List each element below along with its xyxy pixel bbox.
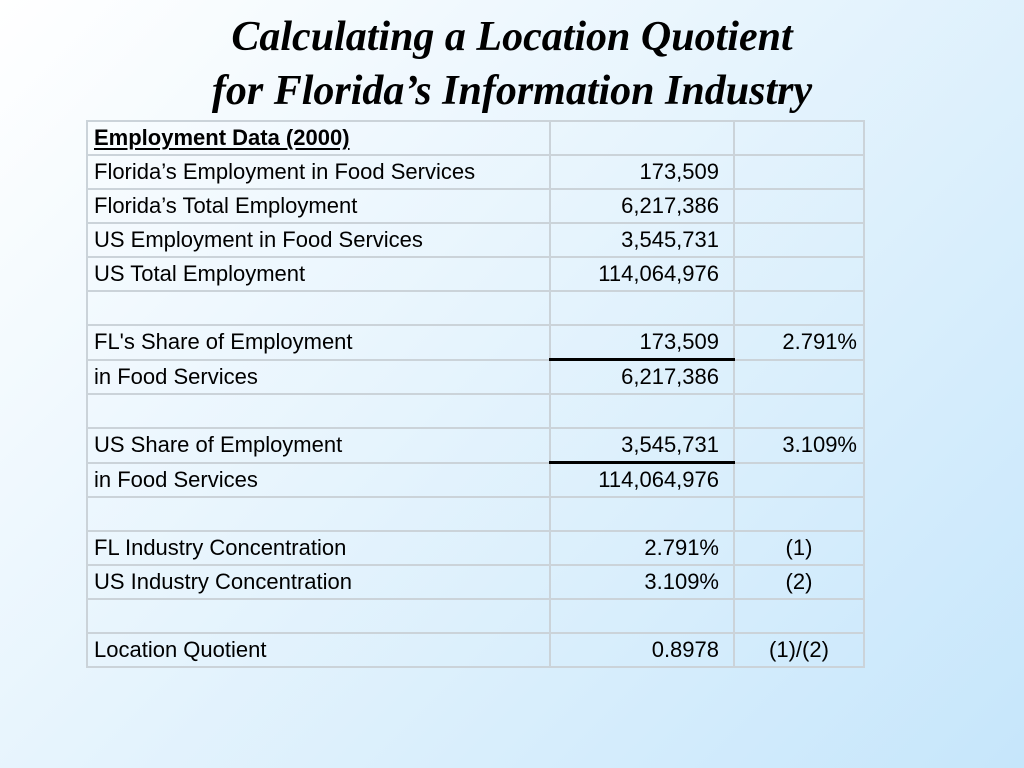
row-label: US Employment in Food Services: [87, 223, 550, 257]
table-spacer-row: [87, 394, 864, 428]
row-label: US Total Employment: [87, 257, 550, 291]
row-note: [734, 360, 864, 395]
table-row: [87, 565, 864, 599]
row-value: 0.8978: [550, 633, 734, 667]
row-label: FL Industry Concentration: [87, 531, 550, 565]
table-spacer-row: [87, 599, 864, 633]
slide-title-line-2: for Florida’s Information Industry: [211, 68, 813, 114]
row-result: 2.791%: [734, 325, 864, 360]
fraction-denominator: 6,217,386: [550, 360, 734, 395]
slide-title-line-1: Calculating a Location Quotient: [231, 14, 793, 60]
table-row: [87, 463, 864, 498]
row-label: Florida’s Total Employment: [87, 189, 550, 223]
row-note: [734, 189, 864, 223]
row-note: [734, 497, 864, 531]
table-row: [87, 428, 864, 463]
fraction-denominator: 114,064,976: [550, 463, 734, 498]
row-value: 3.109%: [550, 565, 734, 599]
table-header-empty-cell: [734, 121, 864, 155]
row-label: [87, 291, 550, 325]
row-note: [734, 155, 864, 189]
row-label: [87, 497, 550, 531]
table-spacer-row: [87, 291, 864, 325]
row-value: 2.791%: [550, 531, 734, 565]
row-label: Location Quotient: [87, 633, 550, 667]
row-value: 173,509: [550, 155, 734, 189]
row-value: 3,545,731: [550, 223, 734, 257]
row-result: 3.109%: [734, 428, 864, 463]
row-note: (1)/(2): [734, 633, 864, 667]
row-note: [734, 463, 864, 498]
table-header-empty-cell: [550, 121, 734, 155]
row-note: [734, 223, 864, 257]
table-row: [87, 257, 864, 291]
row-note: [734, 599, 864, 633]
row-label: [87, 599, 550, 633]
row-label: in Food Services: [87, 463, 550, 498]
row-label: Florida’s Employment in Food Services: [87, 155, 550, 189]
fraction-numerator: 3,545,731: [550, 428, 734, 463]
employment-data-table: [86, 120, 865, 668]
row-note: [734, 257, 864, 291]
row-label: in Food Services: [87, 360, 550, 395]
table-row: [87, 325, 864, 360]
row-label: US Industry Concentration: [87, 565, 550, 599]
row-label: FL's Share of Employment: [87, 325, 550, 360]
row-label: US Share of Employment: [87, 428, 550, 463]
table-row: [87, 155, 864, 189]
row-note: [734, 291, 864, 325]
slide-title: [0, 10, 1024, 118]
table-row: [87, 223, 864, 257]
row-value: 114,064,976: [550, 257, 734, 291]
table-header-label: Employment Data (2000): [94, 125, 350, 150]
row-note: (1): [734, 531, 864, 565]
row-value: [550, 291, 734, 325]
row-value: [550, 394, 734, 428]
table-header-cell: [87, 121, 550, 155]
table-row: [87, 633, 864, 667]
row-value: [550, 599, 734, 633]
table-row: [87, 531, 864, 565]
row-value: [550, 497, 734, 531]
table-header-row: [87, 121, 864, 155]
table-row: [87, 360, 864, 395]
row-note: [734, 394, 864, 428]
table-spacer-row: [87, 497, 864, 531]
fraction-numerator: 173,509: [550, 325, 734, 360]
row-label: [87, 394, 550, 428]
row-value: 6,217,386: [550, 189, 734, 223]
row-note: (2): [734, 565, 864, 599]
table-row: [87, 189, 864, 223]
